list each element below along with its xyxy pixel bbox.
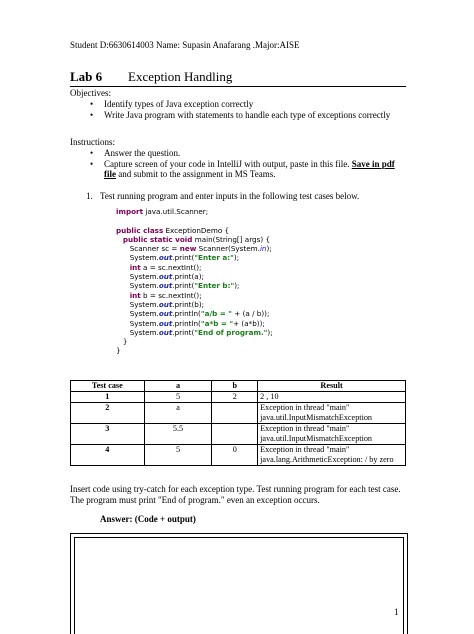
step-number: 1. bbox=[86, 191, 93, 201]
code-text: ); bbox=[266, 244, 272, 254]
table-header: b bbox=[212, 381, 258, 392]
table-header: Test case bbox=[71, 381, 145, 392]
code-text: ); bbox=[234, 281, 240, 291]
table-cell-case: 4 bbox=[71, 445, 145, 466]
page-number: 1 bbox=[394, 607, 399, 617]
code-text: .print(b); bbox=[172, 299, 205, 309]
table-cell-a: 5.5 bbox=[144, 424, 212, 445]
objective-item: • Write Java program with statements to handle each type of exceptions correctly bbox=[86, 110, 406, 121]
code-text: main(String[] args) { bbox=[192, 234, 271, 244]
table-row bbox=[71, 392, 406, 403]
step-text: Test running program and enter inputs in the following test cases below. bbox=[100, 191, 360, 201]
code-text: System. bbox=[129, 327, 159, 337]
code-text: } bbox=[116, 346, 121, 356]
code-keyword: int bbox=[129, 262, 141, 272]
code-text: System. bbox=[129, 309, 159, 319]
table-cell-a: 5 bbox=[144, 445, 212, 466]
code-text: b = sc.nextInt(); bbox=[140, 290, 202, 300]
answer-label: Answer: (Code + output) bbox=[100, 514, 196, 524]
table-cell-result: Exception in thread "main" java.util.InputMismatchException bbox=[258, 424, 406, 445]
code-text: System. bbox=[129, 281, 159, 291]
code-text: + (a / b)); bbox=[231, 309, 270, 319]
code-block bbox=[116, 207, 273, 356]
code-keyword: import bbox=[116, 207, 144, 216]
code-field: out bbox=[158, 327, 173, 337]
table-row bbox=[71, 424, 406, 445]
code-text: ExceptionDemo { bbox=[163, 225, 230, 235]
code-field: out bbox=[158, 253, 173, 263]
code-text: .print( bbox=[172, 253, 195, 263]
table-cell-b bbox=[212, 424, 258, 445]
code-field: out bbox=[158, 318, 173, 328]
objective-item: • Identify types of Java exception correctly bbox=[86, 99, 406, 110]
code-text: Scanner(System. bbox=[196, 244, 260, 254]
table-row bbox=[71, 403, 406, 424]
answer-box-inner bbox=[74, 537, 404, 634]
table-cell-result: 2 , 10 bbox=[258, 392, 406, 403]
code-text: ); bbox=[233, 253, 240, 263]
code-text: } bbox=[122, 337, 128, 347]
code-text: System. bbox=[129, 299, 159, 309]
code-string: "Enter b:" bbox=[194, 281, 235, 291]
code-field: in bbox=[259, 244, 267, 254]
code-keyword: public class bbox=[116, 225, 164, 235]
code-string: "a/b = " bbox=[200, 309, 232, 319]
table-cell-case: 1 bbox=[71, 392, 145, 403]
instruction-item bbox=[86, 159, 406, 180]
code-text: .print( bbox=[172, 281, 195, 291]
code-text: + (a*b)); bbox=[233, 318, 265, 328]
save-pdf-link[interactable]: Save in pdf file bbox=[104, 158, 395, 179]
code-text: Scanner sc = bbox=[129, 244, 180, 254]
table-cell-b bbox=[212, 403, 258, 424]
instruction-item: • Answer the question. bbox=[86, 148, 406, 159]
table-cell-result: Exception in thread "main" java.util.InputMismatchException bbox=[258, 403, 406, 424]
lab-number: Lab 6 bbox=[70, 69, 103, 84]
table-header: Result bbox=[258, 381, 406, 392]
table-cell-case: 3 bbox=[71, 424, 145, 445]
code-text: .println( bbox=[172, 309, 201, 319]
code-field: out bbox=[158, 281, 173, 291]
code-text: System. bbox=[129, 318, 159, 328]
table-cell-a: 5 bbox=[144, 392, 212, 403]
code-keyword: new bbox=[179, 244, 197, 254]
instructions-heading: Instructions: bbox=[70, 137, 115, 147]
title-divider bbox=[70, 86, 406, 87]
table-header-row bbox=[71, 381, 406, 392]
code-keyword: int bbox=[129, 290, 141, 300]
table-row bbox=[71, 445, 406, 466]
code-text: .println( bbox=[172, 318, 201, 328]
task-instructions: Insert code using try-catch for each exception type. Test running program for each test case. The program must print "End of program." even an exception occurs. bbox=[70, 484, 401, 505]
code-text: a = sc.nextInt(); bbox=[140, 262, 202, 272]
table-cell-b: 2 bbox=[212, 392, 258, 403]
code-text: System. bbox=[129, 253, 159, 263]
table-cell-b: 0 bbox=[212, 445, 258, 466]
code-text: java.util.Scanner; bbox=[143, 207, 209, 216]
code-text: .print(a); bbox=[172, 272, 204, 282]
code-text: .print( bbox=[172, 327, 195, 337]
code-field: out bbox=[158, 299, 173, 309]
instruction-text: and submit to the assignment in MS Teams. bbox=[116, 169, 276, 179]
code-field: out bbox=[158, 309, 173, 319]
table-cell-a: a bbox=[144, 403, 212, 424]
code-string: "End of program." bbox=[194, 327, 268, 337]
table-header: a bbox=[144, 381, 212, 392]
instructions-list bbox=[86, 148, 406, 180]
code-keyword: public static void bbox=[122, 234, 193, 244]
code-string: "Enter a:" bbox=[194, 253, 234, 263]
code-text: ); bbox=[267, 327, 273, 337]
test-case-table bbox=[70, 380, 406, 466]
code-text: System. bbox=[129, 272, 159, 282]
student-info-line: Student D:6630614003 Name: Supasin Anafarang .Major:AISE bbox=[70, 40, 300, 50]
instruction-text: Capture screen of your code in IntelliJ with output, paste in this file. bbox=[104, 158, 352, 169]
code-field: out bbox=[158, 272, 173, 282]
table-cell-case: 2 bbox=[71, 403, 145, 424]
table-cell-result: Exception in thread "main" java.lang.ArithmeticException: / by zero bbox=[258, 445, 406, 466]
objectives-list bbox=[86, 99, 406, 120]
code-string: "a*b = " bbox=[200, 318, 234, 328]
objectives-heading: Objectives: bbox=[70, 88, 111, 98]
lab-title: Exception Handling bbox=[128, 69, 233, 84]
